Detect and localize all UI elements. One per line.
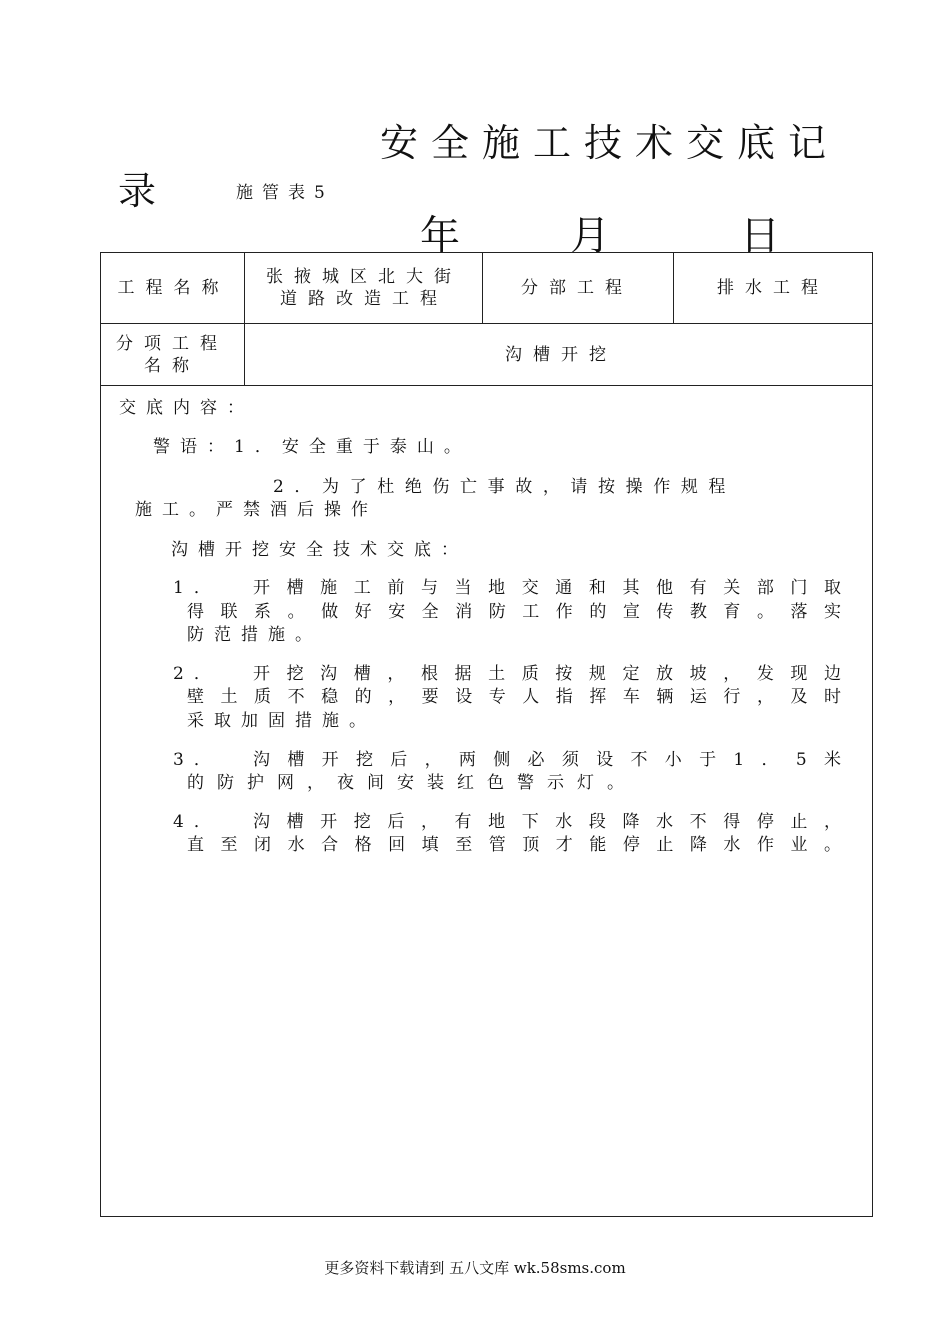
warning-line-2a: 2．为了杜绝伤亡事故，请按操作规程 [273, 477, 737, 497]
item-3-line-2: 的防护网，夜间安装红色警示灯。 [187, 773, 637, 793]
disclosure-form [100, 252, 873, 1217]
item-name-label: 分项工程名称 [116, 334, 228, 376]
item-2-line-1 [253, 662, 841, 686]
section-title: 沟槽开挖安全技术交底： [171, 540, 468, 560]
item-name-value: 沟槽开挖 [505, 345, 617, 365]
item-number: 4． [173, 812, 221, 832]
item-text: 开槽施工前与当地交通和其他有关部门取 [253, 578, 841, 598]
project-name-value: 张掖城区北大街道路改造工程 [266, 267, 462, 309]
item-3-line-1 [253, 748, 841, 772]
item-text: 直至闭水合格回填至管顶才能停止降水作业。 [187, 835, 841, 855]
content-heading: 交底内容： [119, 398, 254, 418]
item-text: 壁土质不稳的，要设专人指挥车辆运行，及时 [187, 687, 841, 707]
item-2-line-2 [187, 685, 841, 709]
item-text: 沟槽开挖后，两侧必须设不小于1．5米 [253, 750, 841, 770]
item-2-line-3: 采取加固措施。 [187, 711, 376, 731]
item-number: 2． [173, 664, 221, 684]
grid-line [101, 385, 872, 386]
date-month-label: 月 [570, 213, 610, 259]
item-4-line-2 [187, 833, 841, 857]
date-day-label: 日 [740, 213, 780, 259]
date-year-label: 年 [420, 213, 460, 259]
item-number: 3． [173, 750, 221, 770]
item-text: 开挖沟槽，根据土质按规定放坡，发现边 [253, 664, 841, 684]
item-text: 得联系。做好安全消防工作的宣传教育。落实 [187, 602, 841, 622]
project-name-label: 工程名称 [117, 278, 230, 298]
item-1-line-3: 防范措施。 [187, 625, 322, 645]
division-label: 分部工程 [521, 278, 633, 298]
division-value: 排水工程 [717, 278, 829, 298]
grid-line [244, 253, 245, 386]
grid-line [673, 253, 674, 324]
warning-line-1: 警语：1．安全重于泰山。 [153, 437, 471, 457]
document-title: 安全施工技术交底记 [380, 121, 840, 165]
form-code: 施管表5 [236, 183, 334, 203]
grid-line [482, 253, 483, 324]
document-title-continued: 录 [118, 169, 157, 213]
grid-line [101, 323, 872, 324]
warning-line-2b: 施工。严禁酒后操作 [135, 500, 378, 520]
item-4-line-1 [253, 810, 841, 834]
item-number: 1． [173, 578, 221, 598]
item-text: 沟槽开挖后，有地下水段降水不得停止， [253, 812, 841, 832]
item-1-line-1 [253, 576, 841, 600]
item-1-line-2 [187, 600, 841, 624]
footer-link[interactable]: 更多资料下载请到 五八文库 wk.58sms.com [324, 1259, 626, 1277]
